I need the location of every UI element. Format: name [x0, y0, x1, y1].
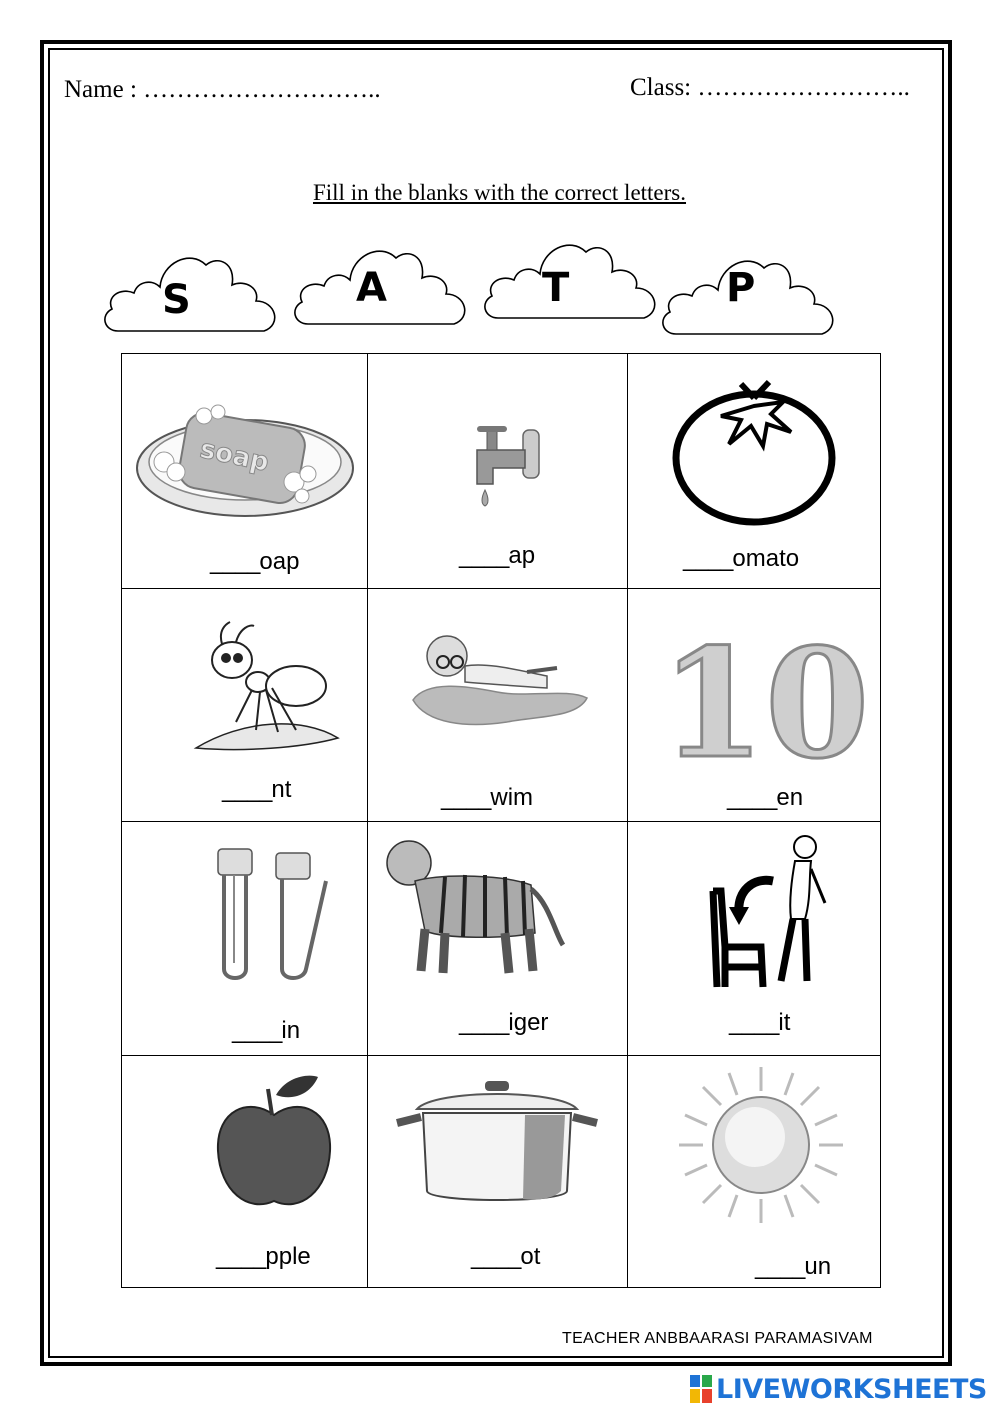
number-ten-icon [660, 616, 870, 792]
pot-icon [395, 1079, 599, 1209]
tiger-icon [385, 833, 569, 979]
cloud-p [658, 248, 838, 340]
cell-tomato [627, 354, 881, 588]
sit-icon [707, 833, 837, 989]
exercise-grid [121, 353, 881, 1288]
cloud-letter-a: A [356, 265, 387, 311]
blank-line[interactable]: ____ [459, 542, 509, 569]
ten-numeral: 10 [660, 616, 870, 792]
cloud-s [100, 245, 280, 337]
word-pin [232, 1017, 300, 1045]
word-tiger [459, 1009, 548, 1037]
cloud-a [290, 238, 470, 330]
word-swim [441, 784, 533, 812]
cell-swim [367, 588, 627, 821]
word-tomato [683, 545, 799, 573]
word-ten [727, 784, 803, 812]
cloud-letter-t: T [542, 265, 570, 311]
blank-line[interactable]: ____ [232, 1017, 282, 1044]
soap-icon [134, 402, 356, 524]
blank-line[interactable]: ____ [727, 784, 777, 811]
brand-watermark [690, 1372, 987, 1406]
word-sit [729, 1009, 790, 1037]
blank-line[interactable]: ____ [755, 1253, 805, 1280]
blank-line[interactable]: ____ [210, 548, 260, 575]
cell-ten [627, 588, 881, 821]
name-field: Name : ……………………….. [64, 76, 381, 103]
blank-line[interactable]: ____ [216, 1243, 266, 1270]
word-soap [210, 548, 299, 576]
cell-pot [367, 1055, 627, 1288]
blank-line[interactable]: ____ [683, 545, 733, 572]
word-ending: oap [259, 548, 300, 575]
word-ending: ap [508, 542, 536, 569]
cell-soap [122, 354, 367, 588]
word-ending: it [778, 1009, 791, 1036]
blank-line[interactable]: ____ [222, 776, 272, 803]
word-ending: en [776, 784, 804, 811]
cloud-letter-s: S [162, 277, 191, 323]
cell-tap [367, 354, 627, 588]
swimmer-icon [407, 626, 593, 732]
word-ending: ot [520, 1243, 541, 1270]
cell-ant [122, 588, 367, 821]
instruction-heading: Fill in the blanks with the correct letters. [312, 180, 687, 205]
cell-sun [627, 1055, 881, 1288]
ant-icon [192, 620, 342, 752]
word-ending: nt [271, 776, 292, 803]
cell-pin [122, 821, 367, 1055]
word-ending: omato [732, 545, 800, 572]
apple-icon [214, 1073, 334, 1213]
soap-label: soap [197, 434, 272, 478]
class-field: Class: …………………….. [630, 74, 910, 101]
safety-pin-icon [210, 841, 330, 987]
word-apple [216, 1243, 311, 1271]
cell-apple [122, 1055, 367, 1288]
brand-name: LIVEWORKSHEETS [716, 1373, 987, 1405]
word-tap [459, 542, 535, 570]
word-pot [471, 1243, 540, 1271]
blank-line[interactable]: ____ [459, 1009, 509, 1036]
tap-icon [453, 420, 549, 516]
cell-sit [627, 821, 881, 1055]
teacher-credit: TEACHER ANBBAARASI PARAMASIVAM [562, 1330, 873, 1347]
blank-line[interactable]: ____ [471, 1243, 521, 1270]
cell-tiger [367, 821, 627, 1055]
blank-line[interactable]: ____ [441, 784, 491, 811]
blank-line[interactable]: ____ [729, 1009, 779, 1036]
tomato-icon [671, 376, 837, 526]
word-ending: pple [265, 1243, 311, 1270]
word-ant [222, 776, 291, 804]
word-ending: iger [508, 1009, 549, 1036]
word-ending: wim [490, 784, 534, 811]
word-ending: in [281, 1017, 301, 1044]
cloud-icon [480, 232, 660, 324]
cloud-t [480, 232, 660, 324]
sun-icon [675, 1063, 847, 1227]
cloud-letter-p: P [726, 265, 756, 311]
word-sun [755, 1253, 831, 1281]
word-ending: un [804, 1253, 832, 1280]
liveworksheets-logo-icon [690, 1375, 712, 1403]
